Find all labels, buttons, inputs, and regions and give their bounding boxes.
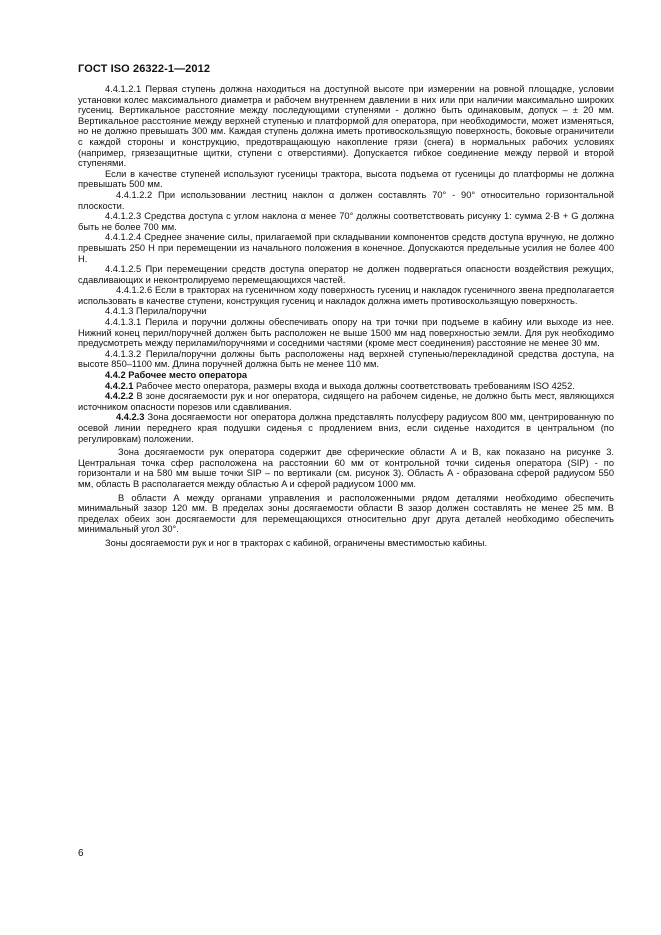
section-heading: 4.4.2 Рабочее место оператора bbox=[105, 370, 248, 381]
paragraph: Если в качестве ступеней используют гусеницы трактора, высота подъема от гусеницы до платформы не должна превышать 500 мм. bbox=[78, 168, 614, 190]
paragraph: 4.4.1.2.6 Если в тракторах на гусеничном ходу поверхность гусениц и накладок гусеничного звена предполагается использовать в качестве ступени, конструкция гусениц и накладок должна иметь противоскользящую поверхность. bbox=[78, 285, 614, 306]
page-number: 6 bbox=[78, 848, 84, 859]
paragraph bbox=[78, 391, 614, 412]
document-body bbox=[78, 84, 614, 549]
paragraph: 4.4.1.2.5 При перемещении средств доступа оператор не должен подвергаться опасности воздействия режущих, сдавливающих и неконтролируемо перемещающихся частей. bbox=[78, 264, 614, 285]
paragraph: В области A между органами управления и расположенными рядом деталями необходимо обеспечить минимальный зазор 120 мм. В пределах зоны досягаемости области B зазор должен составлять не менее 25 мм. В пределах обеих зон досягаемости для перемещающихся относительно друг друга деталей необходимо обеспечить минимальный угол 30°. bbox=[78, 492, 614, 535]
paragraph: 4.4.1.2.1 Первая ступень должна находиться на доступной высоте при измерении на ровной площадке, условии установки колес максимального диаметра и рабочем внутреннем давлении в них или при наличии максимально широких гусениц. Вертикальное расстояние между последующими ступенями - должно быть одинаковым, допуск – ± 20 мм. Вертикальное расстояние между верхней ступенью и платформой для оператора, при необходимости, может изменяться, но не должно превышать 300 мм. Каждая ступень должна иметь противоскользящую поверхность, боковые ограничители с каждой стороны и конструкцию, предотвращающую накопление грязи (снега) в нормальных рабочих условиях (например, грязезащитные щитки, ступени с отверстиями). Допускается гибкое соединение между первой и второй ступенями. bbox=[78, 84, 614, 169]
paragraph: 4.4.1.2.3 Средства доступа с углом наклона α менее 70° должны соответствовать рисунку 1: сумма 2·B + G должна быть не более 700 мм. bbox=[78, 211, 614, 232]
clause-number: 4.4.2.1 bbox=[105, 380, 134, 391]
clause-text: В зоне досягаемости рук и ног оператора, сидящего на рабочем сиденье, не должно быть мест, являющихся источником опасности порезов или сдавливания. bbox=[78, 391, 614, 412]
clause-number: 4.4.2.3 bbox=[116, 412, 145, 423]
clause-number: 4.4.2.2 bbox=[105, 391, 134, 402]
clause-text: Рабочее место оператора, размеры входа и выхода должны соответствовать требованиям ISO 4252. bbox=[136, 380, 575, 391]
document-header: ГОСТ ISO 26322-1—2012 bbox=[78, 63, 211, 75]
paragraph: 4.4.1.2.4 Среднее значение силы, прилагаемой при складывании компонентов средств доступа вручную, не должно превышать 250 Н при перемещении из начального положения в конечное. Допускаются предельные усилия не более 400 Н. bbox=[78, 232, 614, 264]
section-heading: 4.4.1.3 Перила/поручни bbox=[105, 306, 207, 317]
paragraph: Зона досягаемости рук оператора содержит две сферические области A и B, как показано на рисунке 3. Центральная точка сфер расположена на расстоянии 60 мм от контрольной точки сиденья оператора (SIP) - по горизонтали и на 580 мм выше точки SIP – по вертикали (см. рисунок 3). Область A - образована сферой радиусом 550 мм, область B располагается между областью A и сферой радиусом 1000 мм. bbox=[78, 447, 614, 489]
paragraph bbox=[78, 412, 614, 444]
paragraph: 4.4.1.3.1 Перила и поручни должны обеспечивать опору на три точки при подъеме в кабину или выходе из нее. Нижний конец перил/поручней должен быть расположен не выше 1500 мм над поверхностью земли. Для рук необходимо предусмотреть между перилами/поручнями и соседними частями (кроме мест соединения) расстояние не менее 30 мм. bbox=[78, 317, 614, 349]
paragraph: 4.4.1.2.2 При использовании лестниц наклон α должен составлять 70° - 90° относительно горизонтальной плоскости. bbox=[78, 189, 614, 211]
paragraph: 4.4.1.3.2 Перила/поручни должны быть расположены над верхней ступенью/перекладиной средства доступа, на высоте 850–1100 мм. Длина поручней должна быть не менее 110 мм. bbox=[78, 348, 614, 370]
paragraph: Зоны досягаемости рук и ног в тракторах с кабиной, ограничены вместимостью кабины. bbox=[105, 537, 488, 548]
paragraph bbox=[78, 381, 614, 392]
clause-text: Зона досягаемости ног оператора должна представлять полусферу радиусом 800 мм, центрированную по осевой линии переднего края подушки сиденья с продлением вниз, если сиденье находится в центральном (по регулировкам) положении. bbox=[78, 412, 614, 444]
